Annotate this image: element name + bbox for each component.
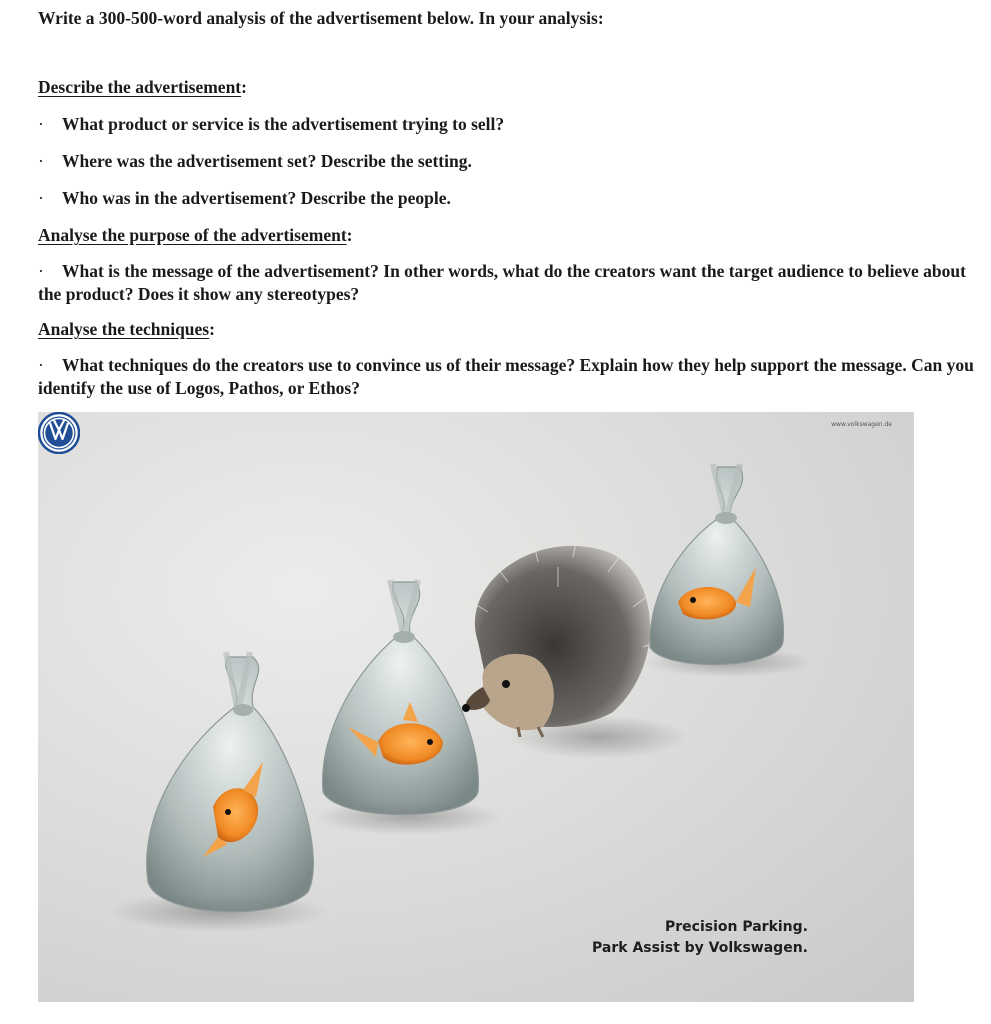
section-heading-techniques: Analyse the techniques: <box>38 319 215 339</box>
vw-logo-icon <box>38 412 80 454</box>
bullet-item: · What product or service is the advertisement trying to sell? <box>38 114 505 134</box>
bullet-item: · Who was in the advertisement? Describe the people. <box>38 188 451 208</box>
advertisement-image <box>38 412 914 1002</box>
goldfish-bag-icon <box>650 464 784 664</box>
ad-illustration <box>38 412 914 1002</box>
tagline-line-2: Park Assist by Volkswagen. <box>592 940 808 956</box>
hedgehog-icon <box>462 534 663 737</box>
ad-tagline <box>592 917 808 959</box>
goldfish-bag-icon <box>323 580 479 815</box>
section-heading-describe: Describe the advertisement: <box>38 77 247 97</box>
assignment-intro: Write a 300-500-word analysis of the advertisement below. In your analysis: <box>38 8 604 28</box>
ad-url: www.volkswagen.de <box>831 421 892 428</box>
tagline-line-1: Precision Parking. <box>664 919 808 935</box>
bullet-item: · Where was the advertisement set? Describe the setting. <box>38 151 472 171</box>
goldfish-bag-icon <box>147 652 314 912</box>
bullet-item: · What is the message of the advertisement? In other words, what do the creators want the target audience to believe about the product? Does it show any stereotypes? <box>38 261 966 304</box>
bullet-item: · What techniques do the creators use to convince us of their message? Explain how they help support the message. Can you identify the use of Logos, Pathos, or Ethos? <box>38 355 974 398</box>
section-heading-purpose: Analyse the purpose of the advertisement: <box>38 225 353 245</box>
